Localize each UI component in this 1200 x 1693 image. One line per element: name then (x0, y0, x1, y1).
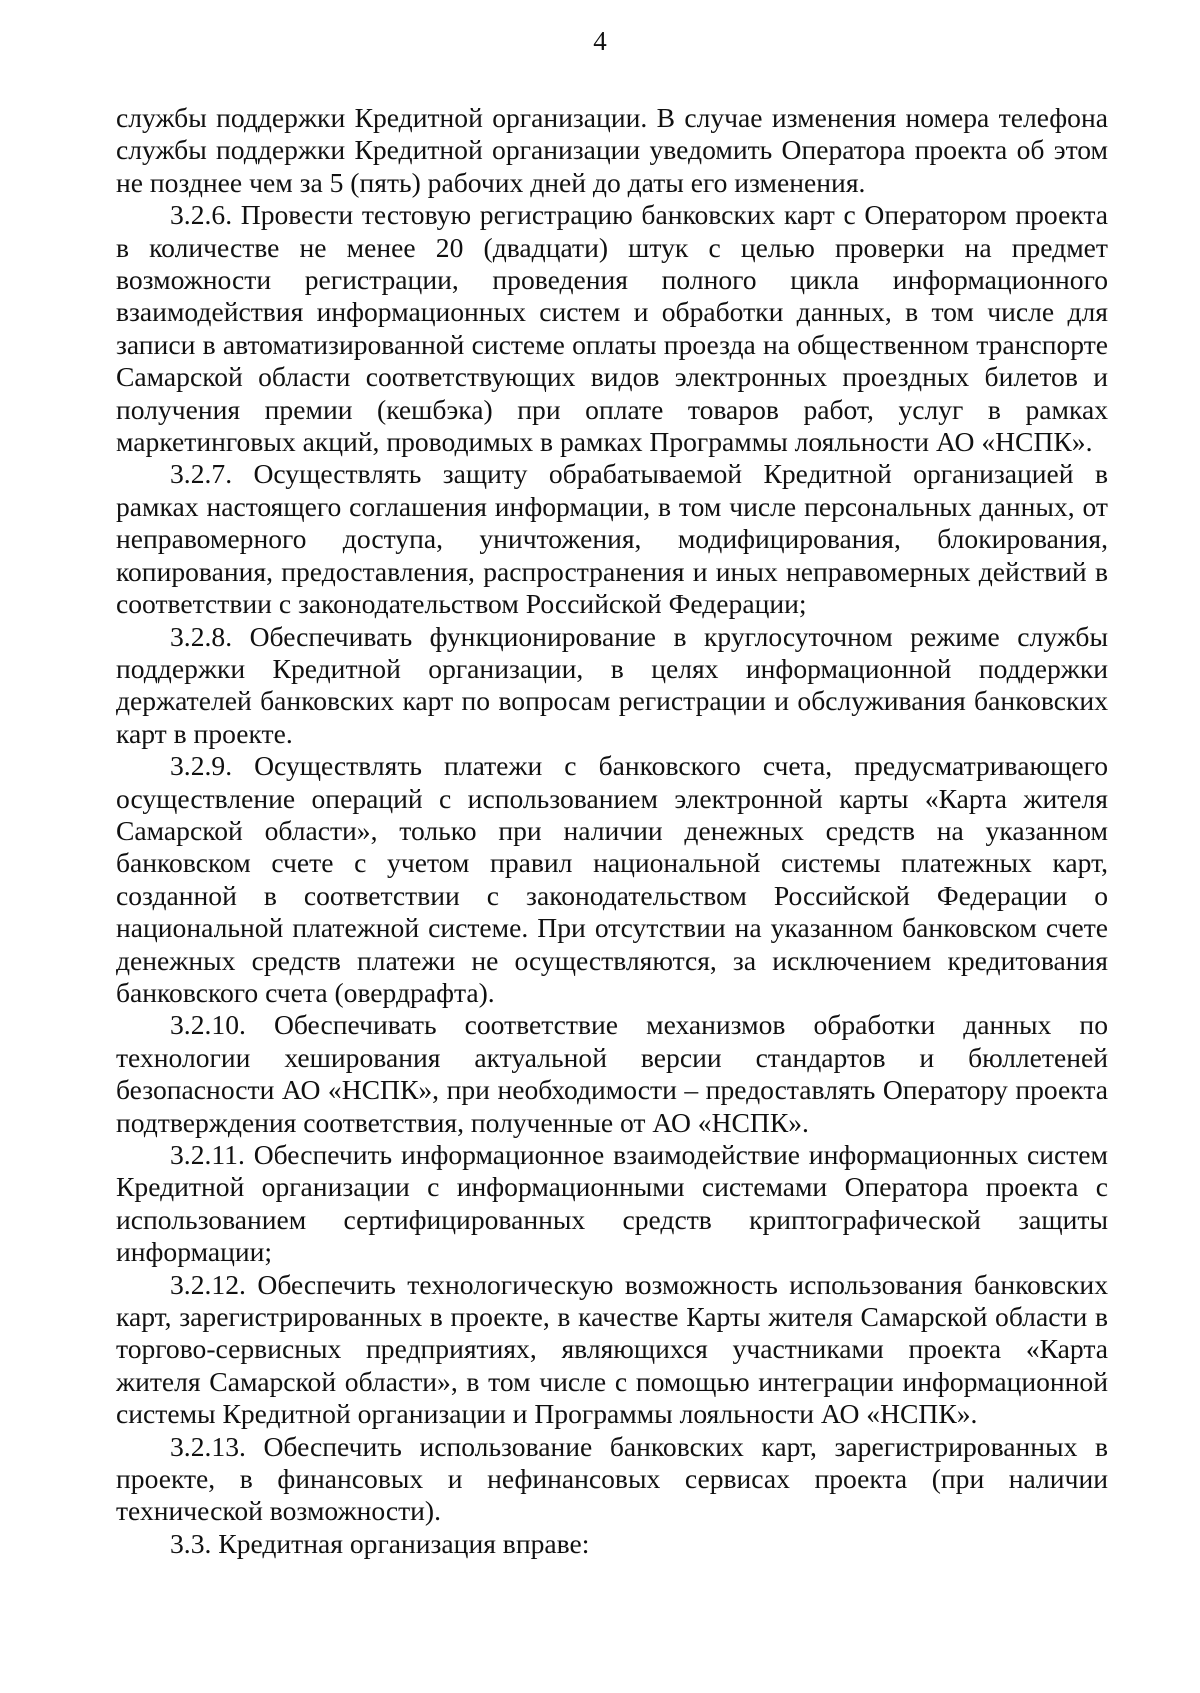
paragraph-3-2-9: 3.2.9. Осуществлять платежи с банковского счета, предусматривающего осуществление операций с использованием электронной карты «Карта жителя Самарской области», только при наличии денежных средств на указанном банковском счете с учетом правил национальной системы платежных карт, созданной в соответствии с законодательством Российской Федерации о национальной платежной системе. При отсутствии на указанном банковском счете денежных средств платежи не осуществляются, за исключением кредитования банковского счета (овердрафта). (116, 750, 1108, 1008)
paragraph-continuation: службы поддержки Кредитной организации. В случае изменения номера телефона службы поддержки Кредитной организации уведомить Оператора проекта об этом не позднее чем за 5 (пять) рабочих дней до даты его изменения. (116, 102, 1108, 198)
paragraph-3-2-11: 3.2.11. Обеспечить информационное взаимодействие информационных систем Кредитной организации с информационными системами Оператора проекта с использованием сертифицированных средств криптографической защиты информации; (116, 1139, 1108, 1268)
paragraph-3-2-13: 3.2.13. Обеспечить использование банковских карт, зарегистрированных в проекте, в финансовых и нефинансовых сервисах проекта (при наличии технической возможности). (116, 1430, 1108, 1527)
paragraph-3-3: 3.3. Кредитная организация вправе: (170, 1527, 590, 1559)
paragraph-3-2-10: 3.2.10. Обеспечивать соответствие механизмов обработки данных по технологии хеширования актуальной версии стандартов и бюллетеней безопасности АО «НСПК», при необходимости – предоставлять Оператору проекта подтверждения соответствия, полученные от АО «НСПК». (116, 1009, 1108, 1138)
paragraph-3-2-8: 3.2.8. Обеспечивать функционирование в круглосуточном режиме службы поддержки Кредитной организации, в целях информационной поддержки держателей банковских карт по вопросам регистрации и обслуживания банковских карт в проекте. (116, 620, 1108, 749)
page-number: 4 (593, 26, 607, 56)
paragraph-3-2-7: 3.2.7. Осуществлять защиту обрабатываемой Кредитной организацией в рамках настоящего соглашения информации, в том числе персональных данных, от неправомерного доступа, уничтожения, модифицирования, блокирования, копирования, предоставления, распространения и иных неправомерных действий в соответствии с законодательством Российской Федерации; (116, 458, 1108, 620)
paragraph-3-2-6: 3.2.6. Провести тестовую регистрацию банковских карт с Оператором проекта в количестве не менее 20 (двадцати) штук с целью проверки на предмет возможности регистрации, проведения полного цикла информационного взаимодействия информационных систем и обработки данных, в том числе для записи в автоматизированной системе оплаты проезда на общественном транспорте Самарской области соответствующих видов электронных проездных билетов и получения премии (кешбэка) при оплате товаров работ, услуг в рамках маркетинговых акций, проводимых в рамках Программы лояльности АО «НСПК». (116, 199, 1108, 458)
document-body (116, 102, 1108, 1560)
paragraph-3-2-12: 3.2.12. Обеспечить технологическую возможность использования банковских карт, зарегистрированных в проекте, в качестве Карты жителя Самарской области в торгово-сервисных предприятиях, являющихся участниками проекта «Карта жителя Самарской области», в том числе с помощью интеграции информационной системы Кредитной организации и Программы лояльности АО «НСПК». (116, 1268, 1108, 1430)
